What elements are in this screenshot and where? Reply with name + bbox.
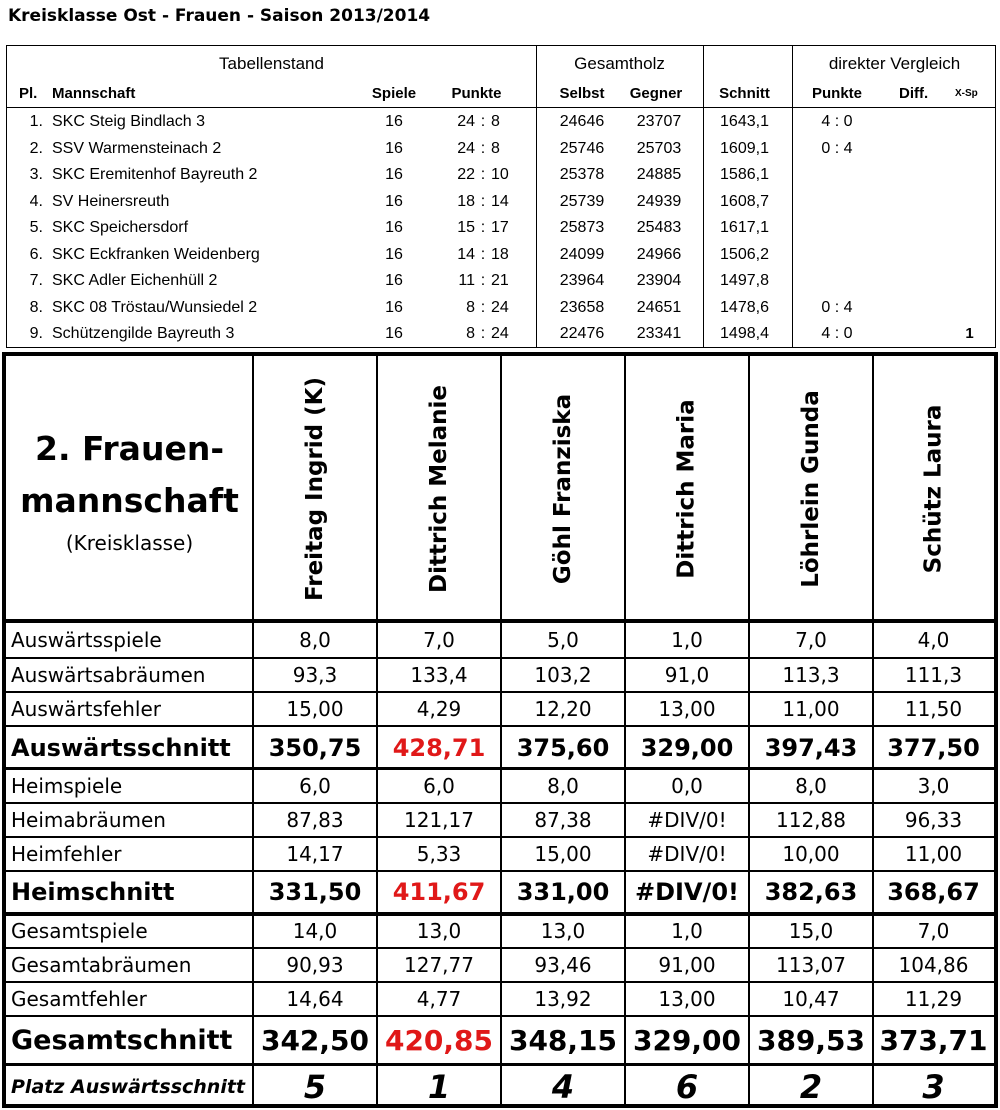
team-name: SV Heinersreuth <box>52 193 170 210</box>
team-stats-table <box>2 352 998 1108</box>
games: 16 <box>385 166 403 183</box>
games: 16 <box>385 325 403 342</box>
points-separator: : <box>480 113 486 130</box>
stat-value: 111,3 <box>904 663 963 687</box>
stats-row <box>6 659 994 692</box>
team-title-line2: mannschaft <box>20 481 239 520</box>
header-team: Mannschaft <box>52 85 136 102</box>
stat-value: 368,67 <box>887 878 980 906</box>
points-separator: : <box>480 325 486 342</box>
stats-row <box>6 915 994 948</box>
stat-value: 373,71 <box>879 1024 988 1057</box>
average: 1498,4 <box>720 325 769 342</box>
stat-value: 15,00 <box>534 842 592 866</box>
stat-value: 4 <box>551 1068 575 1106</box>
group-header-total-wood: Gesamtholz <box>574 54 665 73</box>
stat-value: 12,20 <box>534 697 592 721</box>
place: 3. <box>29 166 43 183</box>
player-name-header <box>749 356 873 622</box>
league-row <box>7 322 995 348</box>
points-separator: : <box>480 246 486 263</box>
points-against: 17 <box>491 219 509 236</box>
wood-opponent: 23341 <box>636 325 682 342</box>
league-row <box>7 137 995 163</box>
stat-value: 93,3 <box>292 663 338 687</box>
player-name-header <box>625 356 749 622</box>
stat-value: 2 <box>799 1068 823 1106</box>
stat-value: 11,00 <box>782 697 840 721</box>
stat-value: 10,00 <box>782 842 840 866</box>
games: 16 <box>385 219 403 236</box>
points-against: 8 <box>491 113 500 130</box>
points-for: 11 <box>458 272 475 289</box>
stat-value: 348,15 <box>508 1024 618 1057</box>
games: 16 <box>385 193 403 210</box>
points-for: 24 <box>457 140 475 157</box>
points-separator: : <box>480 166 486 183</box>
stat-value: 3 <box>922 1068 945 1106</box>
stat-value: 96,33 <box>904 808 963 832</box>
player-name: Freitag Ingrid (K) <box>302 377 328 601</box>
stat-value: 93,46 <box>534 953 592 977</box>
wood-opponent: 25483 <box>636 219 682 236</box>
league-row <box>7 163 995 189</box>
points-against: 10 <box>491 166 509 183</box>
stat-value: 121,17 <box>404 808 474 832</box>
wood-opponent: 24885 <box>636 166 682 183</box>
header-average: Schnitt <box>719 85 770 102</box>
points-for: 14 <box>457 246 475 263</box>
player-name: Löhrlein Gunda <box>798 390 825 588</box>
stat-value: 375,60 <box>516 734 610 762</box>
stat-value: 1,0 <box>671 919 703 943</box>
wood-own: 25746 <box>559 140 605 157</box>
stats-row <box>6 624 994 657</box>
group-header-head-to-head: direkter Vergleich <box>828 54 961 73</box>
xsp: 1 <box>965 325 974 342</box>
team-name: SKC 08 Tröstau/Wunsiedel 2 <box>52 299 258 316</box>
points-separator: : <box>480 219 486 236</box>
row-label: Gesamtschnitt <box>11 1025 233 1056</box>
games: 16 <box>385 246 403 263</box>
player-name-header <box>377 356 501 622</box>
stat-value: 14,0 <box>292 919 338 943</box>
player-name: Göhl Franziska <box>550 393 577 585</box>
stat-value: 15,0 <box>788 919 834 943</box>
team-name: SKC Eckfranken Weidenberg <box>52 246 260 263</box>
wood-own: 25873 <box>559 219 605 236</box>
stat-value: 5,0 <box>547 628 579 652</box>
team-name: SSV Warmensteinach 2 <box>52 140 222 157</box>
wood-own: 23658 <box>559 299 605 316</box>
stat-value: 8,0 <box>547 774 579 798</box>
points-for: 15 <box>457 219 475 236</box>
stat-value: 127,77 <box>404 953 474 977</box>
head-to-head-points: 0 : 4 <box>821 299 853 316</box>
games: 16 <box>385 140 403 157</box>
stat-value: 329,00 <box>640 734 734 762</box>
league-row <box>7 216 995 242</box>
league-row <box>7 110 995 136</box>
team-name: SKC Adler Eichenhüll 2 <box>52 272 218 289</box>
row-label: Auswärtsschnitt <box>11 734 231 762</box>
stat-value: 382,63 <box>764 878 858 906</box>
points-against: 14 <box>491 193 509 210</box>
stat-value: #DIV/0! <box>647 808 727 832</box>
stat-value: 5 <box>303 1068 327 1106</box>
player-name-header <box>873 356 994 622</box>
stat-value: 13,92 <box>534 987 592 1011</box>
player-name: Dittrich Melanie <box>426 385 452 593</box>
points-separator: : <box>480 299 486 316</box>
stat-value: 4,0 <box>917 628 950 652</box>
wood-opponent: 24651 <box>636 299 682 316</box>
stat-value: 6 <box>675 1068 699 1106</box>
points-separator: : <box>480 140 486 157</box>
stat-value: 112,88 <box>776 808 846 832</box>
stat-value: 331,50 <box>268 878 362 906</box>
stats-row <box>6 804 994 837</box>
points-against: 18 <box>491 246 509 263</box>
header-dv-points: Punkte <box>811 85 862 102</box>
place: 9. <box>29 325 43 342</box>
points-against: 8 <box>491 140 500 157</box>
league-row <box>7 269 995 295</box>
row-label: Heimschnitt <box>11 878 175 906</box>
points-against: 24 <box>491 299 509 316</box>
stat-value: 6,0 <box>423 774 455 798</box>
stat-value: 342,50 <box>260 1024 370 1057</box>
row-label: Auswärtsspiele <box>11 628 162 652</box>
row-label: Gesamtabräumen <box>11 953 192 977</box>
group-header-standings: Tabellenstand <box>219 54 324 73</box>
header-games: Spiele <box>371 85 417 102</box>
header-place: Pl. <box>19 85 38 102</box>
stats-row <box>6 1017 994 1064</box>
stat-value: 1 <box>427 1068 451 1106</box>
stat-value: 411,67 <box>392 878 486 906</box>
stat-value: 113,07 <box>776 953 846 977</box>
header-opponent: Gegner <box>629 85 683 102</box>
stats-row <box>6 838 994 871</box>
stat-value: 0,0 <box>671 774 703 798</box>
points-for: 18 <box>457 193 475 210</box>
league-row <box>7 243 995 269</box>
place: 8. <box>29 299 43 316</box>
wood-opponent: 24966 <box>636 246 682 263</box>
header-own: Selbst <box>559 85 605 102</box>
games: 16 <box>385 272 403 289</box>
stat-value: 7,0 <box>423 628 455 652</box>
head-to-head-points: 0 : 4 <box>821 140 853 157</box>
player-name: Schütz Laura <box>920 404 947 574</box>
player-name-header <box>501 356 625 622</box>
points-against: 24 <box>491 325 509 342</box>
player-name: Dittrich Maria <box>674 399 700 579</box>
stat-value: 8,0 <box>795 774 827 798</box>
stat-value: 389,53 <box>756 1024 866 1057</box>
stat-value: 13,00 <box>658 987 716 1011</box>
stat-value: 90,93 <box>286 953 344 977</box>
average: 1609,1 <box>720 140 769 157</box>
row-label: Heimfehler <box>11 842 122 866</box>
wood-opponent: 23707 <box>636 113 682 130</box>
head-to-head-points: 4 : 0 <box>821 113 853 130</box>
row-label: Platz Auswärtsschnitt <box>11 1076 245 1098</box>
average: 1497,8 <box>720 272 769 289</box>
header-points: Punkte <box>451 85 502 102</box>
stat-value: 11,50 <box>904 697 963 721</box>
stat-value: 3,0 <box>917 774 950 798</box>
wood-opponent: 23904 <box>636 272 682 289</box>
stat-value: 91,0 <box>664 663 710 687</box>
stat-value: 7,0 <box>795 628 827 652</box>
team-subtitle: (Kreisklasse) <box>65 531 194 555</box>
stat-value: 397,43 <box>764 734 858 762</box>
row-label: Heimabräumen <box>11 808 166 832</box>
stat-value: 133,4 <box>410 663 468 687</box>
points-separator: : <box>480 272 486 289</box>
points-against: 21 <box>491 272 509 289</box>
stat-value: 329,00 <box>632 1024 742 1057</box>
stat-value: 104,86 <box>898 953 969 977</box>
average: 1586,1 <box>720 166 769 183</box>
points-for: 8 <box>466 325 475 342</box>
stat-value: 420,85 <box>384 1024 494 1057</box>
league-row <box>7 296 995 322</box>
wood-own: 22476 <box>559 325 605 342</box>
stats-row <box>6 872 994 913</box>
head-to-head-points: 4 : 0 <box>821 325 853 342</box>
wood-own: 25739 <box>559 193 605 210</box>
place: 7. <box>29 272 43 289</box>
stat-value: 10,47 <box>782 987 840 1011</box>
average: 1478,6 <box>720 299 769 316</box>
wood-own: 24646 <box>559 113 605 130</box>
wood-own: 24099 <box>559 246 605 263</box>
team-title-cell <box>6 356 253 622</box>
team-name: SKC Eremitenhof Bayreuth 2 <box>52 166 258 183</box>
stat-value: 113,3 <box>782 663 840 687</box>
stat-value: 103,2 <box>534 663 592 687</box>
stats-row <box>6 727 994 769</box>
row-label: Auswärtsabräumen <box>11 663 206 687</box>
stat-value: 1,0 <box>671 628 703 652</box>
stat-value: 87,83 <box>286 808 344 832</box>
stat-value: 4,29 <box>416 697 462 721</box>
player-name-header <box>253 356 377 622</box>
place: 6. <box>29 246 43 263</box>
stat-value: 428,71 <box>392 734 486 762</box>
place: 2. <box>29 140 43 157</box>
place: 4. <box>29 193 43 210</box>
average: 1608,7 <box>720 193 769 210</box>
wood-own: 23964 <box>559 272 605 289</box>
stats-row <box>6 983 994 1016</box>
average: 1617,1 <box>720 219 769 236</box>
team-name: SKC Speichersdorf <box>52 219 189 236</box>
stats-row <box>6 770 994 803</box>
stat-value: 14,64 <box>286 987 344 1011</box>
stat-value: 6,0 <box>299 774 331 798</box>
stat-value: 11,00 <box>904 842 963 866</box>
row-label: Gesamtspiele <box>11 919 148 943</box>
stat-value: 4,77 <box>416 987 462 1011</box>
header-xsp: X-Sp <box>955 88 978 99</box>
games: 16 <box>385 113 403 130</box>
team-title-line1: 2. Frauen- <box>34 429 225 468</box>
stat-value: 87,38 <box>534 808 592 832</box>
row-label: Gesamtfehler <box>11 987 147 1011</box>
stat-value: 7,0 <box>917 919 950 943</box>
stat-value: 331,00 <box>516 878 610 906</box>
page-title: Kreisklasse Ost - Frauen - Saison 2013/2014 <box>8 6 431 26</box>
stat-value: 13,00 <box>658 697 716 721</box>
team-name: SKC Steig Bindlach 3 <box>52 113 205 130</box>
stat-value: 91,00 <box>658 953 716 977</box>
points-separator: : <box>480 193 486 210</box>
league-row <box>7 190 995 216</box>
wood-opponent: 24939 <box>636 193 682 210</box>
stat-value: 5,33 <box>416 842 462 866</box>
average: 1506,2 <box>720 246 769 263</box>
stat-value: 15,00 <box>286 697 344 721</box>
stat-value: 377,50 <box>887 734 980 762</box>
stat-value: 350,75 <box>268 734 362 762</box>
stat-value: 13,0 <box>416 919 462 943</box>
header-diff: Diff. <box>899 85 929 102</box>
row-label: Heimspiele <box>11 774 123 798</box>
points-for: 8 <box>466 299 475 316</box>
stats-row <box>6 693 994 726</box>
place: 1. <box>29 113 43 130</box>
average: 1643,1 <box>720 113 769 130</box>
stat-value: 13,0 <box>540 919 586 943</box>
stats-row <box>6 1066 994 1108</box>
team-name: Schützengilde Bayreuth 3 <box>52 325 235 342</box>
points-for: 24 <box>457 113 475 130</box>
stat-value: 8,0 <box>299 628 331 652</box>
place: 5. <box>29 219 43 236</box>
league-table <box>6 45 996 348</box>
wood-opponent: 25703 <box>636 140 682 157</box>
games: 16 <box>385 299 403 316</box>
stat-value: 11,29 <box>904 987 963 1011</box>
row-label: Auswärtsfehler <box>11 697 161 721</box>
stat-value: 14,17 <box>286 842 344 866</box>
wood-own: 25378 <box>559 166 605 183</box>
stats-row <box>6 949 994 982</box>
stat-value: #DIV/0! <box>647 842 727 866</box>
points-for: 22 <box>457 166 475 183</box>
stat-value: #DIV/0! <box>635 878 739 906</box>
